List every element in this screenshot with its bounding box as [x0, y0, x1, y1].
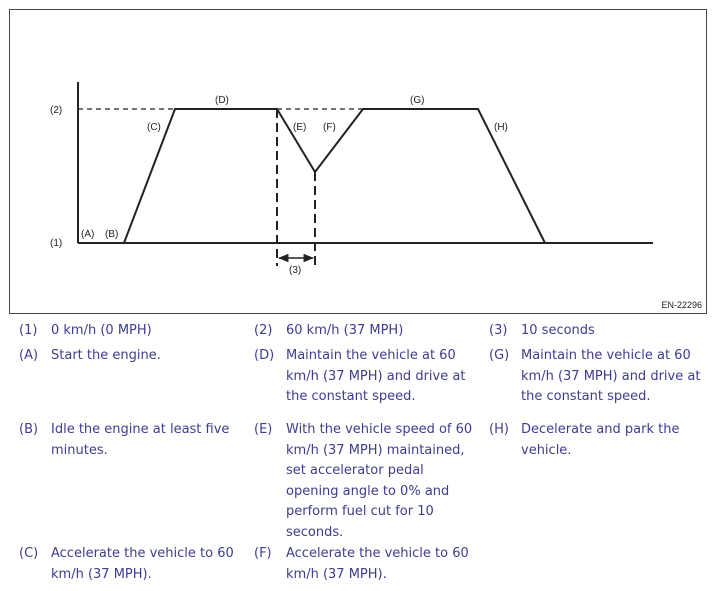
figure-id-code: EN-22296	[661, 300, 702, 310]
legend-text: 60 km/h (37 MPH)	[286, 323, 404, 338]
legend-text: 10 seconds	[521, 323, 595, 338]
interval-label: (3)	[289, 265, 302, 276]
segment-label-e: (E)	[293, 122, 307, 133]
legend-text: 0 km/h (0 MPH)	[51, 323, 152, 338]
legend-key: (3)	[489, 323, 508, 338]
segment-label-h: (H)	[494, 122, 508, 133]
legend-text: Idle the engine at least five minutes.	[51, 422, 230, 458]
legend-text: Start the engine.	[51, 348, 161, 363]
segment-label-g: (G)	[410, 95, 425, 106]
legend-key: (2)	[254, 323, 273, 338]
segment-label-a: (A)	[81, 229, 95, 240]
legend-key: (1)	[19, 323, 38, 338]
segment-label-c: (C)	[147, 122, 161, 133]
legend-key: (D)	[254, 348, 275, 363]
legend-text: Maintain the vehicle at 60 km/h (37 MPH) and drive at the constant speed.	[521, 348, 701, 404]
speed-profile-diagram	[10, 10, 706, 313]
legend-key: (G)	[489, 348, 510, 363]
legend-text: Accelerate the vehicle to 60 km/h (37 MPH).	[51, 546, 234, 582]
legend-key: (C)	[19, 546, 39, 561]
y-label-bottom: (1)	[50, 238, 63, 249]
legend-key: (H)	[489, 422, 509, 437]
segment-label-d: (D)	[215, 95, 229, 106]
segment-label-b: (B)	[105, 229, 119, 240]
legend-text: Accelerate the vehicle to 60 km/h (37 MPH).	[286, 546, 469, 582]
legend-text: Maintain the vehicle at 60 km/h (37 MPH) and drive at the constant speed.	[286, 348, 466, 404]
segment-label-f: (F)	[323, 122, 336, 133]
legend-key: (E)	[254, 422, 273, 437]
legend-text: Decelerate and park the vehicle.	[521, 422, 680, 458]
legend-text: With the vehicle speed of 60 km/h (37 MPH) maintained, set accelerator pedal opening angle to 0% and perform fuel cut for 10 seconds.	[286, 422, 473, 540]
legend-key: (A)	[19, 348, 39, 363]
legend-key: (B)	[19, 422, 39, 437]
legend-key: (F)	[254, 546, 272, 561]
y-label-top: (2)	[50, 105, 63, 116]
speed-profile-figure	[9, 9, 707, 314]
